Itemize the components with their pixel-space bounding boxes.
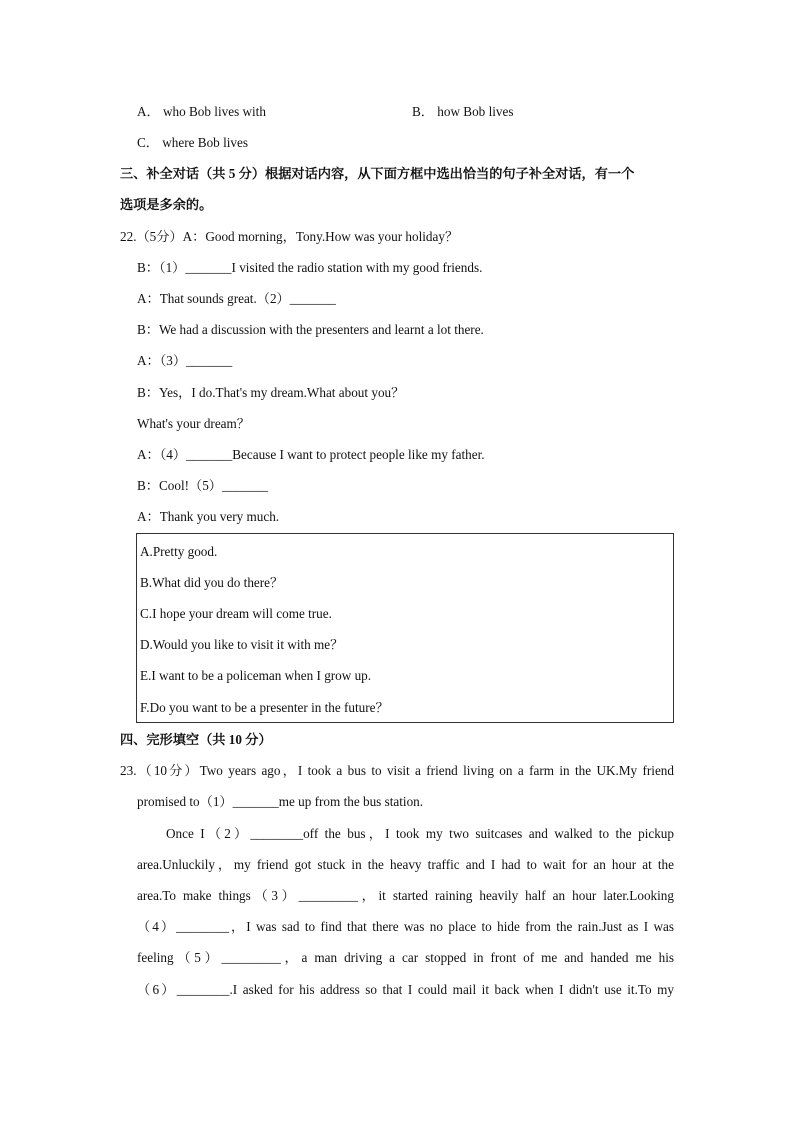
q22-line: What's your dream？ (137, 416, 250, 431)
q23-line: area.To make things（3）_________，it started raining heavily half an hour later.Looking (137, 888, 674, 903)
option-item: A.Pretty good. (140, 544, 218, 559)
q23-line: promised to（1）_______me up from the bus station. (137, 794, 424, 809)
option-item: F.Do you want to be a presenter in the future？ (140, 700, 389, 715)
q23-line: （4）________，I was sad to find that there was no place to hide from the rain.Just as I was (137, 919, 674, 934)
q22-line: A：That sounds great.（2）_______ (137, 291, 336, 306)
q22-line: B：We had a discussion with the presenters and learnt a lot there. (137, 322, 484, 337)
option-a: A． who Bob lives with (137, 104, 266, 119)
q23-line: Once I（2）________off the bus，I took my two suitcases and walked to the pickup (166, 826, 674, 841)
option-item: B.What did you do there？ (140, 575, 284, 590)
option-item: E.I want to be a policeman when I grow up. (140, 668, 372, 683)
q22-line: A：（4）_______Because I want to protect people like my father. (137, 447, 485, 462)
q22-line: A：Thank you very much. (137, 509, 280, 524)
option-b: B． how Bob lives (412, 104, 514, 119)
q23-line: area.Unluckily，my friend got stuck in the heavy traffic and I had to wait for an hour at the (137, 857, 674, 872)
option-item: D.Would you like to visit it with me？ (140, 637, 344, 652)
q23-line: feeling（5）_________，a man driving a car stopped in front of me and handed me his (137, 950, 674, 965)
q22-line: B：Cool!（5）_______ (137, 478, 269, 493)
q22-line: B：Yes，I do.That's my dream.What about you？ (137, 385, 405, 400)
section3-heading-line1: 三、补全对话（共 5 分）根据对话内容，从下面方框中选出恰当的句子补全对话，有一个 (120, 166, 635, 181)
q23-line: （6）________.I asked for his address so that I could mail it back when I didn't use it.To my (137, 982, 674, 997)
q22-line: 22.（5分）A：Good morning，Tony.How was your holiday？ (120, 229, 459, 244)
q22-line: A：（3）_______ (137, 353, 233, 368)
option-c: C． where Bob lives (137, 135, 248, 150)
q22-line: B：（1）_______I visited the radio station with my good friends. (137, 260, 483, 275)
options-box (136, 533, 674, 723)
q23-line: 23.（10分）Two years ago，I took a bus to visit a friend living on a farm in the UK.My friend (120, 763, 674, 778)
option-item: C.I hope your dream will come true. (140, 606, 332, 621)
section3-heading-line2: 选项是多余的。 (120, 197, 213, 212)
section4-heading: 四、完形填空（共 10 分） (120, 732, 272, 747)
